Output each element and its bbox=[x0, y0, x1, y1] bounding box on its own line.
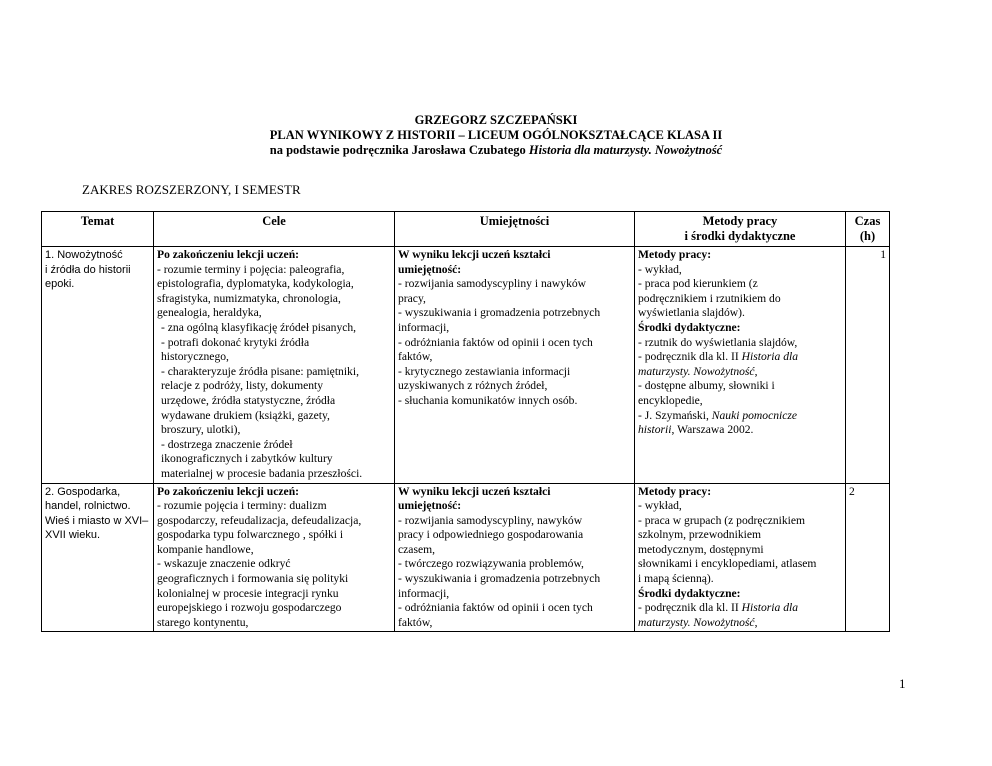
temat-line: i źródła do historii bbox=[45, 263, 131, 276]
cele-line: relacje z podróży, listy, dokumenty bbox=[161, 379, 324, 393]
book-title: Historia dla bbox=[741, 601, 799, 615]
umiej-line: pracy, bbox=[398, 291, 426, 305]
metody-line: podręcznikiem i rzutnikiem do bbox=[638, 291, 781, 305]
metody-line: i mapą ścienną). bbox=[638, 572, 714, 586]
metody-line: szkolnym, przewodnikiem bbox=[638, 528, 761, 542]
cele-line: - rozumie pojęcia i terminy: dualizm bbox=[157, 499, 327, 513]
srodki-label: Środki dydaktyczne: bbox=[638, 320, 741, 334]
cell-umiejetnosci bbox=[395, 483, 635, 632]
cele-line: europejskiego i rozwoju gospodarczego bbox=[157, 601, 342, 615]
umiej-line: uzyskiwanych z różnych źródeł, bbox=[398, 379, 548, 393]
metody-label: Metody pracy: bbox=[638, 484, 712, 498]
srodki-text: - J. Szymański, bbox=[638, 408, 712, 422]
cele-line: kolonialnej w procesie integracji rynku bbox=[157, 586, 339, 600]
metody-line: - praca pod kierunkiem (z bbox=[638, 277, 758, 291]
col-header-umiejetnosci: Umiejętności bbox=[395, 212, 635, 247]
cell-temat bbox=[42, 483, 154, 632]
srodki-label: Środki dydaktyczne: bbox=[638, 586, 741, 600]
col-header-cele: Cele bbox=[154, 212, 395, 247]
cele-line: - rozumie terminy i pojęcia: paleografia, bbox=[157, 262, 345, 276]
metody-line: metodycznym, dostępnymi bbox=[638, 542, 764, 556]
cell-umiejetnosci bbox=[395, 247, 635, 484]
srodki-line: encyklopedie, bbox=[638, 393, 703, 407]
cell-metody bbox=[635, 483, 846, 632]
book-title: maturzysty. Nowożytność bbox=[638, 364, 755, 378]
section-label: ZAKRES ROZSZERZONY, I SEMESTR bbox=[82, 182, 301, 197]
col-header-czas bbox=[846, 212, 890, 247]
book-title: historii bbox=[638, 423, 672, 437]
cele-line: kompanie handlowe, bbox=[157, 542, 254, 556]
temat-line: XVII wieku. bbox=[45, 529, 101, 542]
srodki-line bbox=[638, 601, 842, 616]
srodki-line bbox=[638, 423, 842, 438]
metody-label: Metody pracy: bbox=[638, 248, 712, 261]
col-header-metody-line1: Metody pracy bbox=[702, 214, 778, 228]
cele-line: - wskazuje znaczenie odkryć bbox=[157, 557, 291, 571]
umiej-line: pracy i odpowiedniego gospodarowania bbox=[398, 528, 584, 542]
temat-line: epoki. bbox=[45, 278, 75, 291]
umiej-line: - krytycznego zestawiania informacji bbox=[398, 364, 571, 378]
cele-intro: Po zakończeniu lekcji uczeń: bbox=[157, 484, 300, 498]
srodki-line bbox=[638, 365, 842, 380]
umiej-line: informacji, bbox=[398, 586, 450, 600]
umiej-line: - odróżniania faktów od opinii i ocen tych bbox=[398, 601, 593, 615]
cele-line: historycznego, bbox=[161, 350, 229, 364]
subtitle-book-title: Historia dla maturzysty. Nowożytność bbox=[528, 143, 723, 157]
srodki-line: - rzutnik do wyświetlania slajdów, bbox=[638, 335, 798, 349]
umiej-intro: W wyniku lekcji uczeń kształci bbox=[398, 484, 551, 498]
temat-line: Wieś i miasto w XVI– bbox=[45, 514, 149, 527]
temat-line: handel, rolnictwo. bbox=[45, 500, 131, 513]
temat-line: 1. Nowożytność bbox=[45, 249, 123, 261]
document-subtitle bbox=[0, 143, 992, 158]
cele-line: broszury, ulotki), bbox=[161, 423, 241, 437]
cele-line: sfragistyka, numizmatyka, chronologia, bbox=[157, 291, 341, 305]
temat-line: 2. Gospodarka, bbox=[45, 485, 121, 498]
cell-cele bbox=[154, 247, 395, 484]
metody-line: słownikami i encyklopediami, atlasem bbox=[638, 557, 817, 571]
cele-line: starego kontynentu, bbox=[157, 615, 249, 629]
srodki-line: - dostępne albumy, słowniki i bbox=[638, 379, 775, 393]
umiej-line: - twórczego rozwiązywania problemów, bbox=[398, 557, 584, 571]
metody-line: wyświetlania slajdów). bbox=[638, 306, 745, 320]
umiej-line: - wyszukiwania i gromadzenia potrzebnych bbox=[398, 572, 601, 586]
document-author: GRZEGORZ SZCZEPAŃSKI bbox=[414, 113, 578, 127]
cele-line: ikonograficznych i zabytków kultury bbox=[161, 452, 333, 466]
plan-table bbox=[41, 211, 890, 632]
srodki-line bbox=[638, 350, 842, 365]
cele-line: genealogia, heraldyka, bbox=[157, 306, 262, 320]
umiej-intro: umiejętność: bbox=[398, 499, 462, 513]
cele-line: - potrafi dokonać krytyki źródła bbox=[161, 335, 310, 349]
cele-line: materialnej w procesie badania przeszłości. bbox=[161, 466, 363, 480]
col-header-czas-line2: (h) bbox=[859, 229, 876, 243]
page-number: 1 bbox=[899, 676, 906, 691]
cele-line: - zna ogólną klasyfikację źródeł pisanych, bbox=[161, 320, 357, 334]
cele-line: - charakteryzuje źródła pisane: pamiętniki, bbox=[161, 364, 359, 378]
umiej-line: informacji, bbox=[398, 320, 450, 334]
col-header-metody-line2: i środki dydaktyczne bbox=[684, 229, 796, 243]
umiej-line: czasem, bbox=[398, 542, 436, 556]
umiej-line: - odróżniania faktów od opinii i ocen tych bbox=[398, 335, 593, 349]
srodki-line bbox=[638, 409, 842, 424]
srodki-text: , bbox=[754, 364, 758, 378]
col-header-temat: Temat bbox=[42, 212, 154, 247]
srodki-line bbox=[638, 616, 842, 631]
cele-line: geograficznych i formowania się polityki bbox=[157, 572, 349, 586]
umiej-line: - wyszukiwania i gromadzenia potrzebnych bbox=[398, 306, 601, 320]
cele-line: epistolografia, dyplomatyka, kodykologia, bbox=[157, 277, 354, 291]
srodki-text: - podręcznik dla kl. II bbox=[638, 601, 742, 615]
document-title: PLAN WYNIKOWY Z HISTORII – LICEUM OGÓLNOKSZTAŁCĄCE KLASA II bbox=[269, 128, 723, 142]
cell-cele bbox=[154, 483, 395, 632]
col-header-metody bbox=[635, 212, 846, 247]
srodki-text: , bbox=[754, 615, 758, 629]
book-title: maturzysty. Nowożytność bbox=[638, 615, 755, 629]
umiej-line: - słuchania komunikatów innych osób. bbox=[398, 393, 578, 407]
cele-line: gospodarczy, refeudalizacja, defeudalizacja, bbox=[157, 513, 362, 527]
umiej-line: faktów, bbox=[398, 615, 433, 629]
subtitle-prefix: na podstawie podręcznika Jarosława Czubatego bbox=[269, 143, 529, 157]
cell-metody bbox=[635, 247, 846, 484]
cele-line: gospodarka typu folwarcznego , spółki i bbox=[157, 528, 344, 542]
cell-czas: 2 bbox=[846, 483, 890, 632]
col-header-czas-line1: Czas bbox=[854, 214, 881, 228]
book-title: Nauki pomocnicze bbox=[711, 408, 798, 422]
table-row bbox=[42, 247, 890, 484]
cele-line: - dostrzega znaczenie źródeł bbox=[161, 437, 293, 451]
cele-intro: Po zakończeniu lekcji uczeń: bbox=[157, 248, 300, 261]
umiej-line: - rozwijania samodyscypliny, nawyków bbox=[398, 513, 583, 527]
metody-line: - wykład, bbox=[638, 262, 682, 276]
umiej-line: - rozwijania samodyscypliny i nawyków bbox=[398, 277, 587, 291]
cell-czas: 1 bbox=[846, 247, 890, 484]
umiej-intro: W wyniku lekcji uczeń kształci bbox=[398, 248, 551, 261]
metody-line: - praca w grupach (z podręcznikiem bbox=[638, 513, 806, 527]
srodki-text: - podręcznik dla kl. II bbox=[638, 350, 742, 364]
metody-line: - wykład, bbox=[638, 499, 682, 513]
cell-temat bbox=[42, 247, 154, 484]
cele-line: urzędowe, źródła statystyczne, źródła bbox=[161, 393, 336, 407]
srodki-text: , Warszawa 2002. bbox=[671, 423, 754, 437]
cele-line: wydawane drukiem (książki, gazety, bbox=[161, 408, 330, 422]
table-header-row bbox=[42, 212, 890, 247]
umiej-line: faktów, bbox=[398, 350, 433, 364]
book-title: Historia dla bbox=[741, 350, 799, 364]
table-row bbox=[42, 483, 890, 632]
umiej-intro: umiejętność: bbox=[398, 262, 462, 276]
